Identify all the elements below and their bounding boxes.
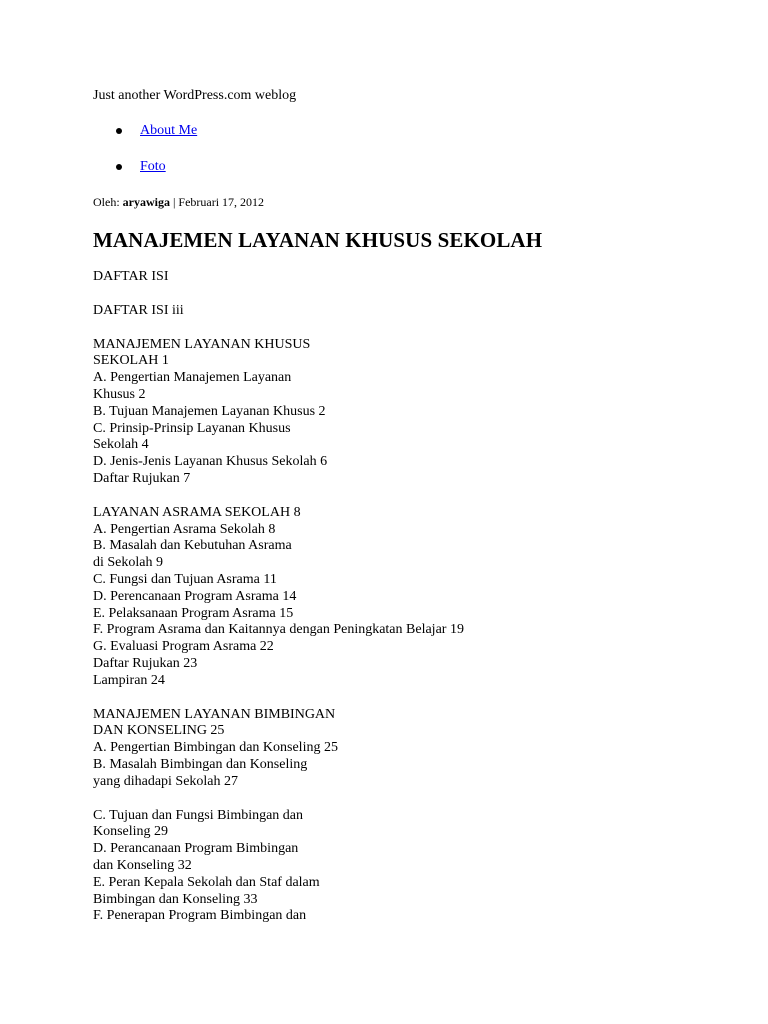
nav-item-about-me [93, 121, 733, 141]
foto-link[interactable]: Foto [140, 159, 166, 174]
toc-section-3 [93, 707, 733, 791]
post-page [93, 86, 733, 925]
page-nav [93, 121, 733, 177]
toc-line: MANAJEMEN LAYANAN BIMBINGAN [93, 706, 336, 722]
toc-line: di Sekolah 9 [93, 555, 163, 571]
about-me-link[interactable]: About Me [140, 123, 198, 138]
toc-line: C. Prinsip-Prinsip Layanan Khusus [93, 420, 291, 436]
toc-line: D. Perencanaan Program Asrama 14 [93, 588, 297, 604]
toc-line: D. Perancanaan Program Bimbingan [93, 841, 299, 857]
toc-section-4 [93, 808, 733, 926]
toc-line: SEKOLAH 1 [93, 353, 169, 369]
toc-line: E. Pelaksanaan Program Asrama 15 [93, 605, 294, 621]
toc-line: C. Fungsi dan Tujuan Asrama 11 [93, 571, 277, 587]
toc-line: LAYANAN ASRAMA SEKOLAH 8 [93, 504, 301, 520]
daftar-isi-heading: DAFTAR ISI [93, 269, 169, 284]
toc-line: Daftar Rujukan 7 [93, 470, 191, 486]
toc-line: Khusus 2 [93, 386, 146, 402]
daftar-isi-line: DAFTAR ISI iii [93, 302, 184, 318]
meta-separator: | [170, 195, 179, 209]
toc-line: Lampiran 24 [93, 672, 165, 688]
toc-line: B. Tujuan Manajemen Layanan Khusus 2 [93, 403, 326, 419]
site-tagline: Just another WordPress.com weblog [93, 88, 297, 103]
bullet-icon [116, 128, 122, 134]
post-meta [93, 194, 733, 210]
toc-line: E. Peran Kepala Sekolah dan Staf dalam [93, 874, 320, 890]
toc-line: A. Pengertian Bimbingan dan Konseling 25 [93, 740, 338, 756]
toc-line: G. Evaluasi Program Asrama 22 [93, 639, 274, 655]
toc-line: D. Jenis-Jenis Layanan Khusus Sekolah 6 [93, 454, 328, 470]
toc-section-1 [93, 337, 733, 488]
bullet-icon [116, 164, 122, 170]
toc-line: A. Pengertian Manajemen Layanan [93, 370, 292, 386]
toc-line: Sekolah 4 [93, 437, 149, 453]
toc-line: F. Penerapan Program Bimbingan dan [93, 908, 307, 924]
toc-line: MANAJEMEN LAYANAN KHUSUS [93, 336, 311, 352]
toc-section-2 [93, 505, 733, 690]
toc-line: C. Tujuan dan Fungsi Bimbingan dan [93, 807, 304, 823]
toc-line: yang dihadapi Sekolah 27 [93, 773, 239, 789]
post-author: aryawiga [122, 195, 170, 209]
post-title: MANAJEMEN LAYANAN KHUSUS SEKOLAH [93, 228, 543, 252]
toc-line: A. Pengertian Asrama Sekolah 8 [93, 521, 276, 537]
toc-line: B. Masalah dan Kebutuhan Asrama [93, 538, 292, 554]
toc-line: Konseling 29 [93, 824, 169, 840]
toc-line: DAN KONSELING 25 [93, 723, 225, 739]
meta-prefix: Oleh: [93, 195, 123, 209]
toc-line: Daftar Rujukan 23 [93, 655, 198, 671]
toc-line: dan Konseling 32 [93, 857, 192, 873]
toc-line: Bimbingan dan Konseling 33 [93, 891, 258, 907]
nav-item-foto [93, 157, 733, 177]
post-date: Februari 17, 2012 [178, 195, 265, 209]
toc-line: B. Masalah Bimbingan dan Konseling [93, 756, 308, 772]
toc-line: F. Program Asrama dan Kaitannya dengan Peningkatan Belajar 19 [93, 622, 464, 638]
